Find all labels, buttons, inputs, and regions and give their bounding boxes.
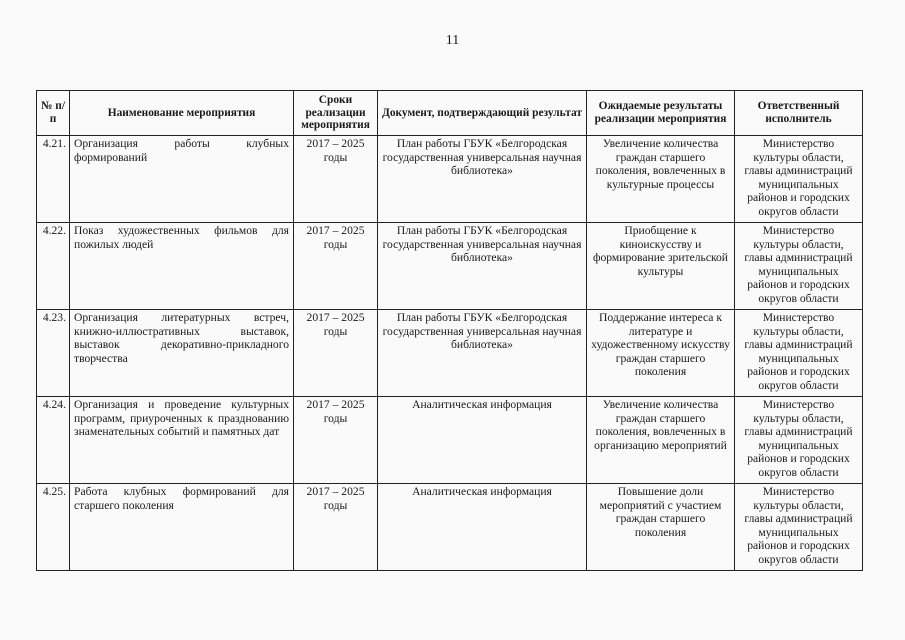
row-name: Работа клубных формирований для старшего поколения <box>70 484 294 571</box>
table-row <box>37 397 863 484</box>
row-dates: 2017 – 2025 годы <box>294 484 378 571</box>
row-result: Приобщение к киноискусству и формирование зрительской культуры <box>587 223 735 310</box>
row-num: 4.25. <box>37 484 70 571</box>
row-exec: Министерство культуры области, главы администраций муниципальных районов и городских округов области <box>735 310 863 397</box>
row-doc: Аналитическая информация <box>378 484 587 571</box>
row-result: Увеличение количества граждан старшего поколения, вовлеченных в культурные процессы <box>587 136 735 223</box>
row-doc: План работы ГБУК «Белгородская государственная универсальная научная библиотека» <box>378 223 587 310</box>
row-doc: План работы ГБУК «Белгородская государственная универсальная научная библиотека» <box>378 136 587 223</box>
row-result: Повышение доли мероприятий с участием граждан старшего поколения <box>587 484 735 571</box>
header-exec: Ответственный исполнитель <box>735 91 863 136</box>
table-row <box>37 136 863 223</box>
row-doc: План работы ГБУК «Белгородская государственная универсальная научная библиотека» <box>378 310 587 397</box>
row-exec: Министерство культуры области, главы администраций муниципальных районов и городских округов области <box>735 136 863 223</box>
row-doc: Аналитическая информация <box>378 397 587 484</box>
row-num: 4.23. <box>37 310 70 397</box>
header-doc: Документ, подтверждающий результат <box>378 91 587 136</box>
header-result: Ожидаемые результаты реализации мероприятия <box>587 91 735 136</box>
table-row <box>37 223 863 310</box>
header-dates: Сроки реализации мероприятия <box>294 91 378 136</box>
table-row <box>37 484 863 571</box>
header-name: Наименование мероприятия <box>70 91 294 136</box>
header-num: № п/п <box>37 91 70 136</box>
row-name: Организация и проведение культурных программ, приуроченных к празднованию знаменательных событий и памятных дат <box>70 397 294 484</box>
row-num: 4.24. <box>37 397 70 484</box>
row-dates: 2017 – 2025 годы <box>294 223 378 310</box>
row-dates: 2017 – 2025 годы <box>294 310 378 397</box>
row-exec: Министерство культуры области, главы администраций муниципальных районов и городских округов области <box>735 397 863 484</box>
row-dates: 2017 – 2025 годы <box>294 136 378 223</box>
row-dates: 2017 – 2025 годы <box>294 397 378 484</box>
row-result: Увеличение количества граждан старшего поколения, вовлеченных в организацию мероприятий <box>587 397 735 484</box>
row-num: 4.22. <box>37 223 70 310</box>
row-name: Организация литературных встреч, книжно-иллюстративных выставок, выставок декоративно-прикладного творчества <box>70 310 294 397</box>
row-exec: Министерство культуры области, главы администраций муниципальных районов и городских округов области <box>735 484 863 571</box>
row-name: Показ художественных фильмов для пожилых людей <box>70 223 294 310</box>
table-header-row <box>37 91 863 136</box>
row-name: Организация работы клубных формирований <box>70 136 294 223</box>
table-row <box>37 310 863 397</box>
page-number: 11 <box>445 33 460 48</box>
row-result: Поддержание интереса к литературе и художественному искусству граждан старшего поколения <box>587 310 735 397</box>
row-num: 4.21. <box>37 136 70 223</box>
row-exec: Министерство культуры области, главы администраций муниципальных районов и городских округов области <box>735 223 863 310</box>
activity-table <box>36 90 863 571</box>
